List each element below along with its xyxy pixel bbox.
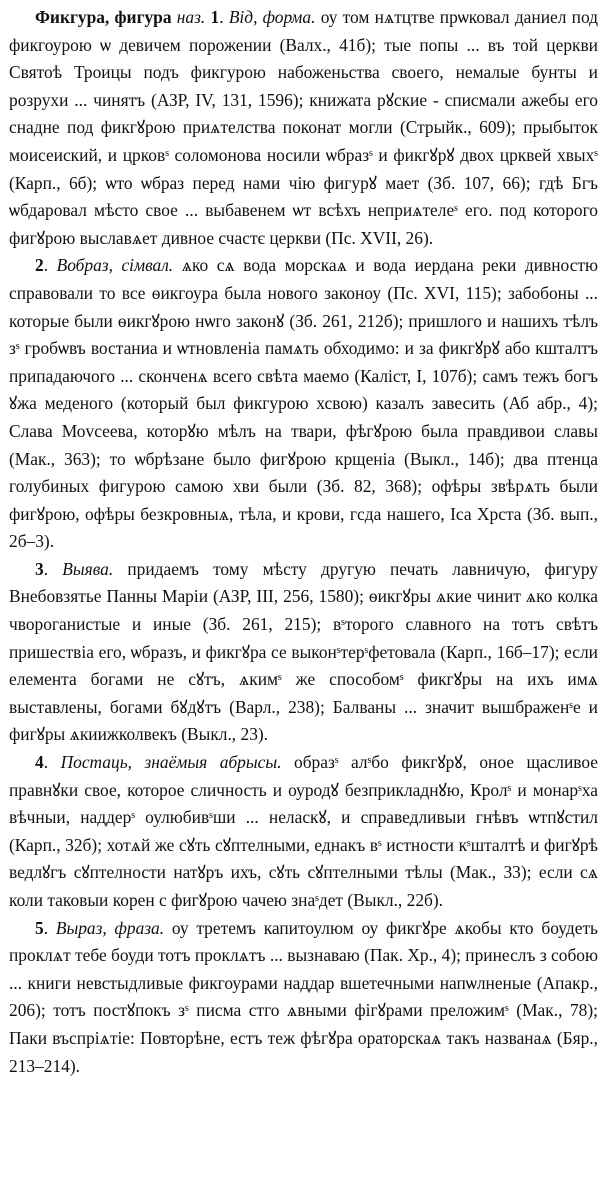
sense-definition: Постаць, знаёмыя абрысы. bbox=[60, 752, 282, 773]
sense-2: 2. Вобраз, сімвал. ѧко сѧ вода морскаѧ и вода иердана реки дивностю справовали то все ѳикгоура была нового законоу (Пс. XVI, 115); забобоны ... которые были ѳикгꙋрою нѡго законꙋ (Зб. 261, 212б); пришлого и нашихъ тѣлъ зˢ гробѡвъ востаниа и ѡтновленіа памѧть обходимо: и за фикгꙋрꙋ або кшталтъ припадаючого ... сконченѧ всего свѣта маемо (Каліст, I, 107б); самъ тежъ богъ ꙋжа меденого (который был фикгурою хсвою) казалъ завесить (Аб абр., 4); Слава Моvсеева, которꙋю мѣлъ на твари, фѣгꙋрою была правдивои славы (Мак., 363); то ѡбрѣзане было фигꙋрою крщеніа (Выкл., 14б); два птенца голубиных фигурою самою хви были (Зб. 82, 368); офѣры звѣрѧть были фигꙋрою, офѣры безкровныѧ, тѣла, и крови, гсда нашего, Іса Хрста (Зб. вып., 2б–3). bbox=[9, 255, 598, 552]
sense-number: 5 bbox=[35, 917, 44, 938]
sense-definition: Від, форма. bbox=[228, 7, 316, 27]
sense-number: 4 bbox=[35, 752, 44, 773]
sense-citations: придаемъ тому мѣсту другую печать лавничую, фигуру Внебовзятье Панны Маріи (АЗР, III, 256, 1580); ѳикгꙋры ѧкие чинит ѧко колка чвороганистые и иные (Зб. 261, 215); вˢторого славного на тотъ свѣтъ пришествіа его, ѡбразъ, и фикгꙋра се выконˢтерˢфетовала (Карп., 16б–17); если елемента богами не сꙋтъ, ѧкимˢ же способомˢ фикгꙋры на ихъ имѧ выставлены, богами бꙋдꙋтъ (Варл., 238); Балваны ... значит вышбраженˢе и фигꙋры ѧкиижколвекъ (Выкл., 23). bbox=[9, 558, 598, 745]
sense-citations: ѧко сѧ вода морскаѧ и вода иердана реки дивностю справовали то все ѳикгоура была нового законоу (Пс. XVI, 115); забобоны ... которые были ѳикгꙋрою нѡго законꙋ (Зб. 261, 212б); пришлого и нашихъ тѣлъ зˢ гробѡвъ востаниа и ѡтновленіа памѧть обходимо: и за фикгꙋрꙋ або кшталтъ припадаючого ... сконченѧ всего свѣта маемо (Каліст, I, 107б); самъ тежъ богъ ꙋжа меденого (который был фикгурою хсвою) казалъ завесить (Аб абр., 4); Слава Моvсеева, которꙋю мѣлъ на твари, фѣгꙋрою была правдивои славы (Мак., 363); то ѡбрѣзане было фигꙋрою крщеніа (Выкл., 14б); два птенца голубиных фигурою самою хви были (Зб. 82, 368); офѣры звѣрѧть были фигꙋрою, офѣры безкровныѧ, тѣла, и крови, гсда нашего, Іса Хрста (Зб. вып., 2б–3). bbox=[9, 255, 598, 552]
sense-definition: Выява. bbox=[62, 558, 114, 579]
sense-5: 5. Выраз, фраза. оу третемъ капитоулюм оу фикгꙋре ѧкобы кто боудеть проклѧт тебе боуди тотъ проклѧтъ ... вызнаваю (Пак. Хр., 4); принеслъ з собою ... книги невстыдливые фикгоурами наддар вшетечными напѡлненые (Апакр., 206); тотъ постꙋпокъ зˢ писма стго ѧвными фігꙋрами преложимˢ (Мак., 78); Паки въспріѧтіе: Повторѣне, естъ теж фѣгꙋра ораторскаѧ такъ названаѧ (Бяр., 213–214). bbox=[9, 917, 598, 1076]
sense-1: Фикгура, фигура наз. 1. Від, форма. оу том нѧтцтве прѡковал даниел под фикгоурою ѡ девичем порожении (Валх., 41б); тые попы ... въ той церкви Святоѣ Троицы подъ фикгурою набоженьства своего, немалые бунты и розрухи ... чинятъ (АЗР, IV, 131, 1596); книжата рꙋские - списмали ажебы его снадне под фикгꙋрою приѧтелства поконат могли (Стрыйк., 609); прыбыток моисеиский, и црковˢ соломонова носили ѡбразˢ и фикгꙋрꙋ двох црквей хвыхˢ (Карп., 6б); ѡто ѡбраз перед нами чію фигурꙋ мает (Зб. 107, 66); гдѣ Бгъ ѡбдаровал мѣсто свое ... выбавенем ѡт всѣхъ неприѧтелеˢ его. под которого фигꙋрою выславѧет дивное счастє церкви (Пс. XVII, 26). bbox=[9, 7, 598, 248]
sense-number: 1 bbox=[210, 7, 220, 27]
sense-citations: оу третемъ капитоулюм оу фикгꙋре ѧкобы кто боудеть проклѧт тебе боуди тотъ проклѧтъ ... вызнаваю (Пак. Хр., 4); принеслъ з собою ... книги невстыдливые фикгоурами наддар вшетечными напѡлненые (Апакр., 206); тотъ постꙋпокъ зˢ писма стго ѧвными фігꙋрами преложимˢ (Мак., 78); Паки въспріѧтіе: Повторѣне, естъ теж фѣгꙋра ораторскаѧ такъ названаѧ (Бяр., 213–214). bbox=[9, 917, 598, 1076]
sense-3: 3. Выява. придаемъ тому мѣсту другую печать лавничую, фигуру Внебовзятье Панны Маріи (АЗР, III, 256, 1580); ѳикгꙋры ѧкие чинит ѧко колка чвороганистые и иные (Зб. 261, 215); вˢторого славного на тотъ свѣтъ пришествіа его, ѡбразъ, и фикгꙋра се выконˢтерˢфетовала (Карп., 16б–17); если елемента богами не сꙋтъ, ѧкимˢ же способомˢ фикгꙋры на ихъ имѧ выставлены, богами бꙋдꙋтъ (Варл., 238); Балваны ... значит вышбраженˢе и фигꙋры ѧкиижколвекъ (Выкл., 23). bbox=[9, 558, 598, 745]
sense-number: 2 bbox=[35, 255, 44, 276]
sense-4: 4. Постаць, знаёмыя абрысы. образˢ алˢбо фикгꙋрꙋ, оное щасливое правнꙋки свое, которое сличность и оуродꙋ безприкладнꙋю, Кролˢ и монарˢха вѣчныи, наддерˢ оулюбивˢши ... неласкꙋ, и справедливыи гнѣвъ ѡтпꙋстил (Карп., 32б); хотѧй же сꙋть сꙋптелными, еднакъ вˢ истности кˢшталтѣ и фигꙋрѣ ведлꙋгъ сꙋптелности натꙋръ ихъ, сꙋть сꙋптелными тѣлы (Мак., 33); если сѧ коли таковыи корен с фигꙋрою чачею знаˢдет (Выкл., 22б). bbox=[9, 752, 598, 910]
sense-citations: оу том нѧтцтве прѡковал даниел под фикгоурою ѡ девичем порожении (Валх., 41б); тые попы ... въ той церкви Святоѣ Троицы подъ фикгурою набоженьства своего, немалые бунты и розрухи ... чинятъ (АЗР, IV, 131, 1596); книжата рꙋские - списмали ажебы его снадне под фикгꙋрою приѧтелства поконат могли (Стрыйк., 609); прыбыток моисеиский, и црковˢ соломонова носили ѡбразˢ и фикгꙋрꙋ двох црквей хвыхˢ (Карп., 6б); ѡто ѡбраз перед нами чію фигурꙋ мает (Зб. 107, 66); гдѣ Бгъ ѡбдаровал мѣсто свое ... выбавенем ѡт всѣхъ неприѧтелеˢ его. под которого фигꙋрою выславѧет дивное счастє церкви (Пс. XVII, 26). bbox=[9, 7, 598, 248]
sense-definition: Выраз, фраза. bbox=[55, 917, 165, 938]
headword: Фикгура, фигура bbox=[35, 7, 172, 27]
grammar-label: наз. bbox=[176, 7, 206, 27]
sense-definition: Вобраз, сімвал. bbox=[56, 255, 174, 276]
sense-number: 3 bbox=[35, 558, 44, 579]
sense-citations: образˢ алˢбо фикгꙋрꙋ, оное щасливое правнꙋки свое, которое сличность и оуродꙋ безприкладнꙋю, Кролˢ и монарˢха вѣчныи, наддерˢ оулюбивˢши ... неласкꙋ, и справедливыи гнѣвъ ѡтпꙋстил (Карп., 32б); хотѧй же сꙋть сꙋптелными, еднакъ вˢ истности кˢшталтѣ и фигꙋрѣ ведлꙋгъ сꙋптелности натꙋръ ихъ, сꙋть сꙋптелными тѣлы (Мак., 33); если сѧ коли таковыи корен с фигꙋрою чачею знаˢдет (Выкл., 22б). bbox=[9, 752, 598, 910]
